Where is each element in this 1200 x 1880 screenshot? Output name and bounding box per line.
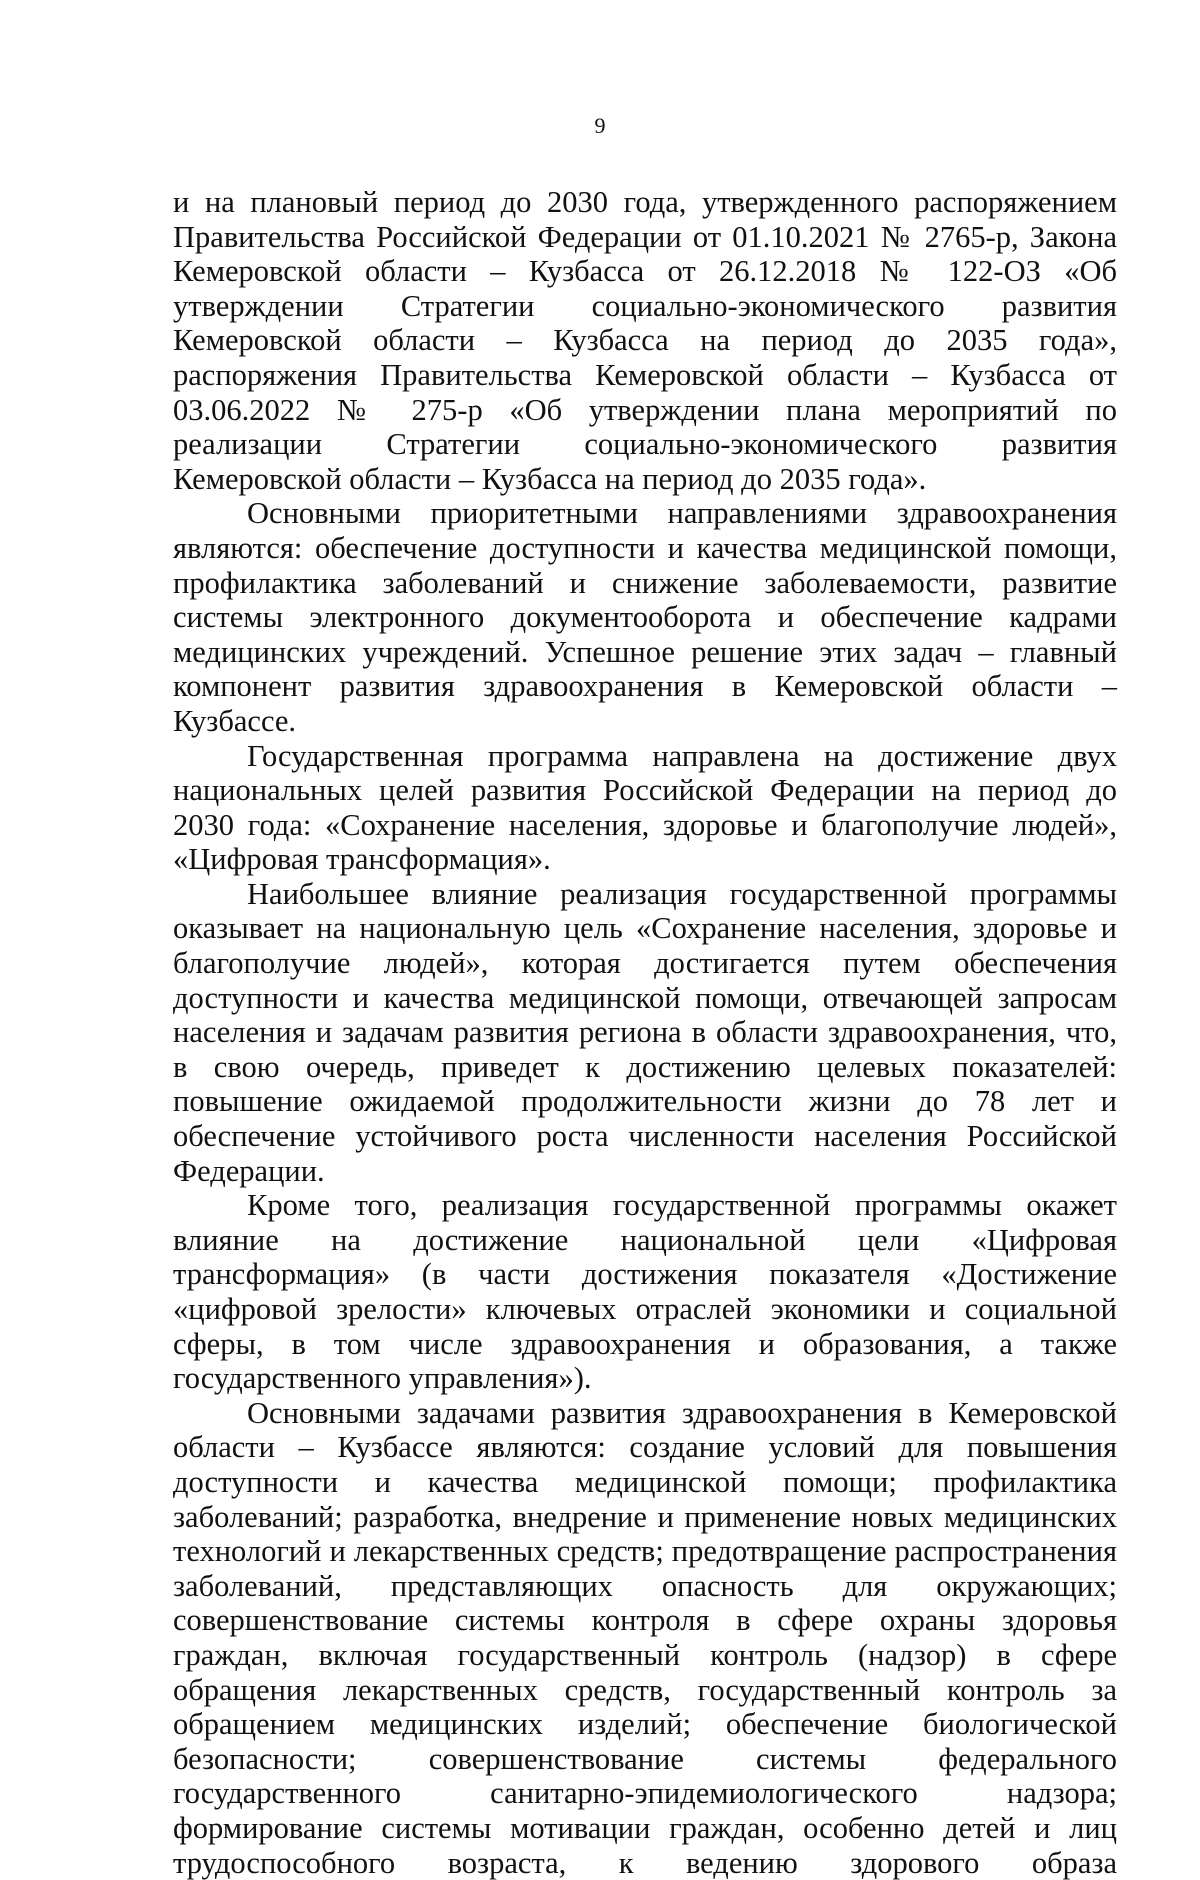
paragraph-digital-transformation: Кроме того, реализация государственной программы окажет влияние на достижение национальной цели «Цифровая трансформация» (в части достижения показателя «Достижение «цифровой зрелости» ключевых отраслей экономики и социальной сферы, в том числе здравоохранения и образования, а также государственного управления»). [173, 1188, 1117, 1396]
paragraph-national-goals: Государственная программа направлена на достижение двух национальных целей развития Российской Федерации на период до 2030 года: «Сохранение населения, здоровье и благополучие людей», «Цифровая трансформация». [173, 738, 1117, 877]
paragraph-main-tasks: Основными задачами развития здравоохранения в Кемеровской области – Кузбассе являются: создание условий для повышения доступности и качества медицинской помощи; профилактика заболеваний; разработка, внедрение и применение новых медицинских технологий и лекарственных средств; предотвращение распространения заболеваний, представляющих опасность для окружающих; совершенствование системы контроля в сфере охраны здоровья граждан, включая государственный контроль (надзор) в сфере обращения лекарственных средств, государственный контроль за обращением медицинских изделий; обеспечение биологической безопасности; совершенствование системы федерального государственного санитарно-эпидемиологического надзора; формирование системы мотивации граждан, особенно детей и лиц трудоспособного возраста, к ведению здорового образа [173, 1395, 1117, 1880]
paragraph-influence: Наибольшее влияние реализация государственной программы оказывает на национальную цель «Сохранение населения, здоровье и благополучие людей», которая достигается путем обеспечения доступности и качества медицинской помощи, отвечающей запросам населения и задачам развития региона в области здравоохранения, что, в свою очередь, приведет к достижению целевых показателей: повышение ожидаемой продолжительности жизни до 78 лет и обеспечение устойчивого роста численности населения Российской Федерации. [173, 876, 1117, 1188]
document-body [173, 185, 1117, 1880]
page-number: 9 [594, 113, 606, 138]
paragraph-priorities: Основными приоритетными направлениями здравоохранения являются: обеспечение доступности и качества медицинской помощи, профилактика заболеваний и снижение заболеваемости, развитие системы электронного документооборота и обеспечение кадрами медицинских учреждений. Успешное решение этих задач – главный компонент развития здравоохранения в Кемеровской области – Кузбассе. [173, 496, 1117, 738]
paragraph-continuation: и на плановый период до 2030 года, утвержденного распоряжением Правительства Российской Федерации от 01.10.2021 № 2765-р, Закона Кемеровской области – Кузбасса от 26.12.2018 № 122-ОЗ «Об утверждении Стратегии социально-экономического развития Кемеровской области – Кузбасса на период до 2035 года», распоряжения Правительства Кемеровской области – Кузбасса от 03.06.2022 № 275-р «Об утверждении плана мероприятий по реализации Стратегии социально-экономического развития Кемеровской области – Кузбасса на период до 2035 года». [173, 185, 1117, 496]
